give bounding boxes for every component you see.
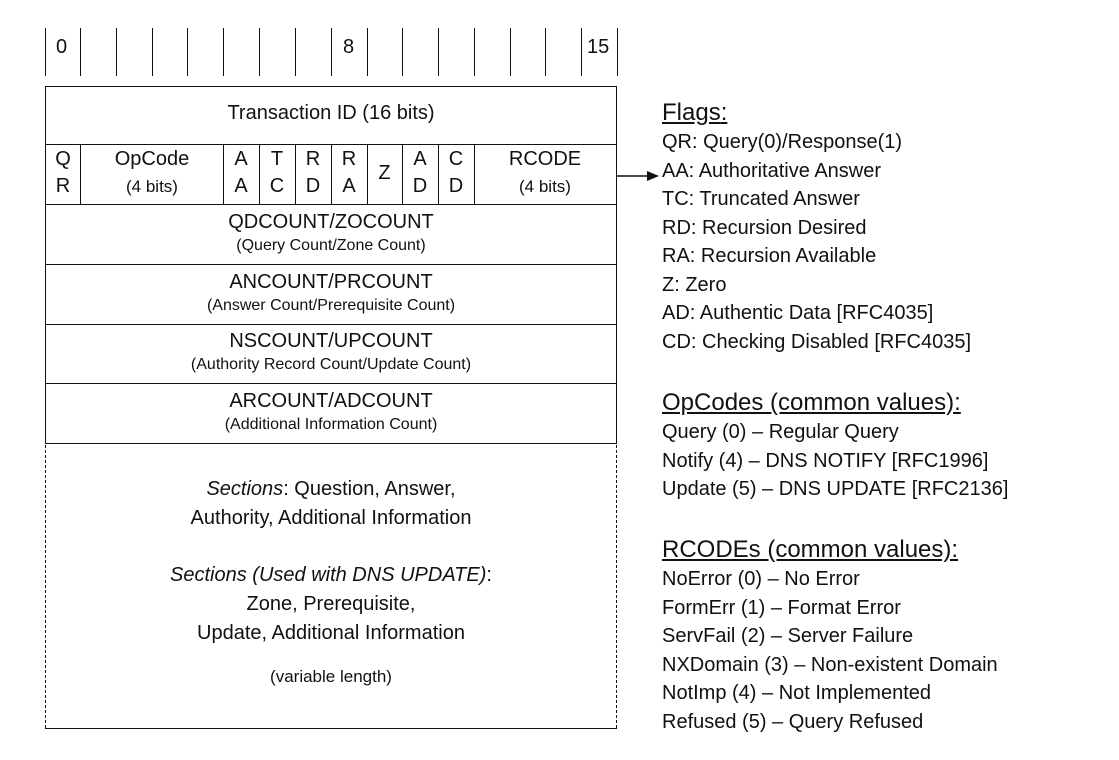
row-divider	[45, 86, 617, 87]
ruler-label-8: 8	[343, 36, 355, 58]
rcodes-legend	[662, 535, 998, 736]
opcodes-legend	[662, 388, 1008, 504]
update-sections-description	[45, 561, 617, 648]
count-desc: (Query Count/Zone Count)	[236, 237, 426, 254]
rcode-item: NotImp (4) – Not Implemented	[662, 682, 931, 704]
count-name: QDCOUNT/ZOCOUNT	[228, 211, 434, 233]
rcode-name: RCODE	[508, 148, 582, 170]
count-name: NSCOUNT/UPCOUNT	[229, 330, 433, 352]
ruler-label-0: 0	[56, 36, 68, 58]
ra-field	[331, 146, 367, 204]
tc-letter-1: T	[270, 148, 284, 170]
aa-letter-1: A	[234, 148, 248, 170]
variable-length-note: (variable length)	[270, 667, 392, 686]
rcode-item: ServFail (2) – Server Failure	[662, 625, 914, 647]
ruler-label-15: 15	[587, 36, 610, 58]
tc-letter-2: C	[269, 175, 285, 197]
flags-title-text: Flags	[662, 99, 721, 126]
z-field	[367, 146, 402, 204]
cd-field	[438, 146, 474, 204]
flag-item: TC: Truncated Answer	[662, 188, 860, 210]
count-desc: (Answer Count/Prerequisite Count)	[206, 297, 456, 314]
rcode-item: NXDomain (3) – Non-existent Domain	[662, 653, 998, 676]
update-sections-line-2: Zone, Prerequisite,	[246, 593, 416, 615]
ad-letter-1: A	[413, 148, 427, 170]
update-sections-line-1	[45, 561, 617, 590]
rd-letter-2: D	[305, 175, 321, 197]
ra-letter-1: R	[341, 148, 357, 170]
update-sections-label: Sections (Used with DNS UPDATE)	[170, 564, 487, 586]
ruler-tick	[116, 28, 117, 76]
count-name: ANCOUNT/PRCOUNT	[229, 271, 433, 293]
qr-letter-2: R	[55, 175, 71, 197]
rd-letter-1: R	[305, 148, 321, 170]
sections-description	[45, 475, 617, 533]
ruler-tick	[295, 28, 296, 76]
cd-letter-1: C	[448, 148, 464, 170]
rcodes-title: RCODEs (common values):	[662, 536, 959, 563]
ruler-tick	[223, 28, 224, 76]
flag-item: CD: Checking Disabled [RFC4035]	[662, 330, 972, 353]
sections-line-1	[45, 475, 617, 504]
rcode-item: Refused (5) – Query Refused	[662, 710, 924, 733]
ruler-tick	[581, 28, 582, 76]
rcode-field	[474, 146, 616, 204]
sections-bottom-border	[45, 728, 617, 729]
z-letter: Z	[378, 162, 391, 184]
ruler-tick	[545, 28, 546, 76]
transaction-id-field: Transaction ID (16 bits)	[227, 102, 435, 124]
qdcount-field	[45, 209, 617, 257]
flag-item: AA: Authoritative Answer	[662, 159, 882, 182]
ruler-tick	[402, 28, 403, 76]
sections-text: : Question, Answer,	[283, 478, 456, 500]
count-desc: (Authority Record Count/Update Count)	[190, 356, 472, 373]
arcount-field	[45, 388, 617, 436]
flags-title-colon: :	[720, 99, 728, 126]
flag-item: Z: Zero	[662, 273, 727, 296]
ad-letter-2: D	[412, 175, 428, 197]
sections-line-2: Authority, Additional Information	[190, 507, 472, 529]
opcode-name: OpCode	[114, 148, 190, 170]
count-name: ARCOUNT/ADCOUNT	[229, 390, 433, 412]
aa-letter-2: A	[234, 175, 248, 197]
flag-item: RA: Recursion Available	[662, 245, 877, 267]
qr-field	[45, 146, 81, 204]
flags-legend	[662, 98, 971, 356]
ruler-tick	[510, 28, 511, 76]
ruler-tick	[474, 28, 475, 76]
opcode-item: Update (5) – DNS UPDATE [RFC2136]	[662, 478, 1009, 500]
sections-label: Sections	[206, 478, 284, 500]
count-desc: (Additional Information Count)	[224, 416, 438, 433]
ruler-tick	[331, 28, 332, 76]
opcode-item: Notify (4) – DNS NOTIFY [RFC1996]	[662, 449, 989, 472]
opcode-item: Query (0) – Regular Query	[662, 421, 899, 443]
tc-field	[259, 146, 295, 204]
row-divider	[45, 324, 617, 325]
ruler-tick	[617, 28, 618, 76]
ruler-tick	[438, 28, 439, 76]
ad-field	[402, 146, 438, 204]
opcode-size: (4 bits)	[126, 177, 178, 196]
rd-field	[295, 146, 331, 204]
row-divider	[45, 204, 617, 205]
update-sections-line-3: Update, Additional Information	[197, 622, 465, 644]
row-divider	[45, 264, 617, 265]
ruler-tick	[45, 28, 46, 76]
opcode-field	[81, 146, 223, 204]
opcodes-title: OpCodes (common values):	[662, 389, 961, 416]
rcode-item: NoError (0) – No Error	[662, 568, 860, 590]
update-sections-colon: :	[486, 564, 492, 586]
flag-item: AD: Authentic Data [RFC4035]	[662, 302, 934, 324]
ruler-tick	[259, 28, 260, 76]
aa-field	[223, 146, 259, 204]
ruler-tick	[152, 28, 153, 76]
arrow-icon	[617, 166, 663, 186]
ruler-tick	[367, 28, 368, 76]
ra-letter-2: A	[342, 175, 356, 197]
flag-item: QR: Query(0)/Response(1)	[662, 131, 903, 153]
rcode-item: FormErr (1) – Format Error	[662, 596, 901, 619]
row-divider	[45, 443, 617, 444]
nscount-field	[45, 328, 617, 376]
ancount-field	[45, 269, 617, 317]
ruler-tick	[187, 28, 188, 76]
flags-title	[662, 98, 971, 128]
rcode-size: (4 bits)	[519, 177, 571, 196]
flag-item: RD: Recursion Desired	[662, 216, 867, 239]
row-divider	[45, 383, 617, 384]
ruler-tick	[80, 28, 81, 76]
qr-letter-1: Q	[55, 148, 71, 170]
cd-letter-2: D	[448, 175, 464, 197]
